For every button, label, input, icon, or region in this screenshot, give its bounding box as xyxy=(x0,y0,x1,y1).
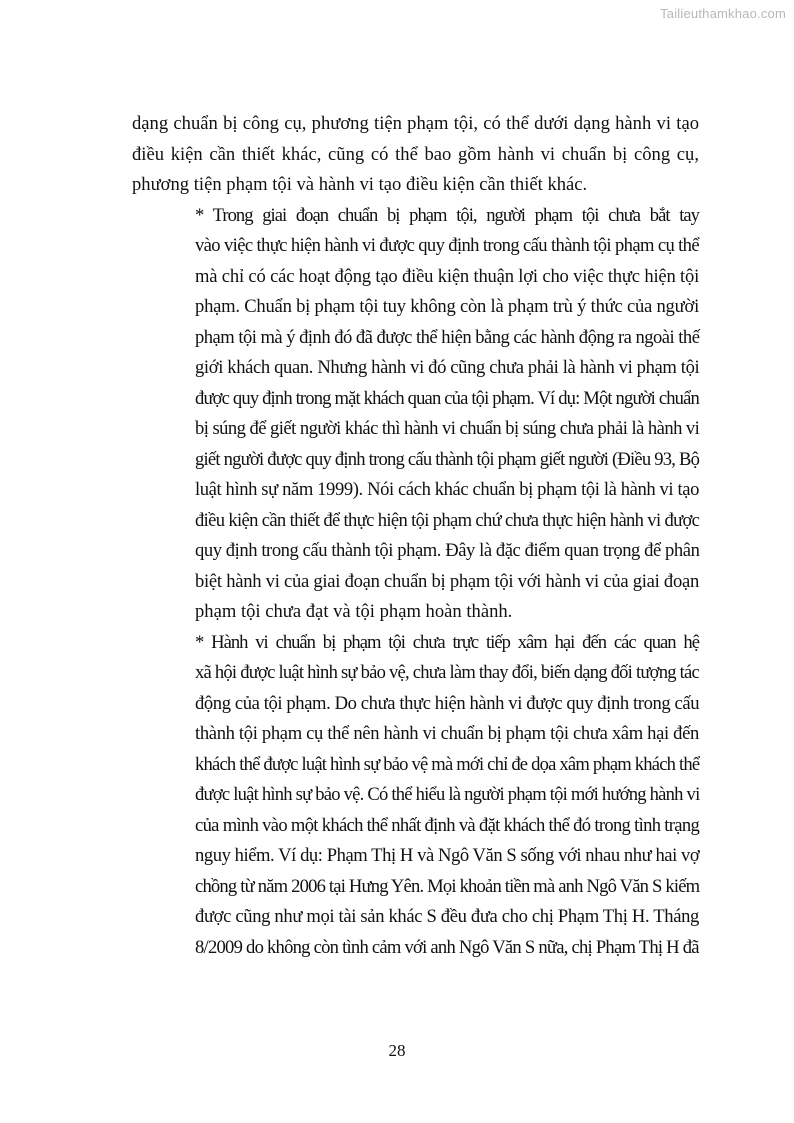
text-line: vào việc thực hiện hành vi được quy định trong cấu thành tội phạm cụ thể xyxy=(195,235,699,256)
text-line: phạm tội mà ý định đó đã được thể hiện bằng các hành động ra ngoài thế xyxy=(195,326,700,348)
text-line: của mình vào một khách thể nhất định và đặt khách thể đó trong tình trạng xyxy=(195,814,700,836)
page-number: 28 xyxy=(388,1041,406,1060)
text-line: dạng chuẩn bị công cụ, phương tiện phạm tội, có thể dưới dạng hành vi tạo xyxy=(132,113,699,134)
text-line: chồng từ năm 2006 tại Hưng Yên. Mọi khoản tiền mà anh Ngô Văn S kiếm xyxy=(195,875,700,897)
watermark: Tailieuthamkhao.com xyxy=(660,6,786,21)
text-line: phương tiện phạm tội và hành vi tạo điều kiện cần thiết khác. xyxy=(132,174,588,195)
text-line: bị súng để giết người khác thì hành vi chuẩn bị súng chưa phải là hành vi xyxy=(195,418,700,439)
text-line: giết người được quy định trong cấu thành tội phạm giết người (Điều 93, Bộ xyxy=(195,448,700,470)
text-line: được quy định trong mặt khách quan của tội phạm. Ví dụ: Một người chuẩn xyxy=(195,387,699,409)
text-line: giới khách quan. Nhưng hành vi đó cũng chưa phải là hành vi phạm tội xyxy=(195,357,700,378)
text-line: mà chỉ có các hoạt động tạo điều kiện thuận lợi cho việc thực hiện tội xyxy=(195,265,700,287)
text-line: 8/2009 do không còn tình cảm với anh Ngô Văn S nữa, chị Phạm Thị H đã xyxy=(195,936,699,958)
text-line: nguy hiểm. Ví dụ: Phạm Thị H và Ngô Văn S sống với nhau như hai vợ xyxy=(195,845,700,866)
text-line: thành tội phạm cụ thể nên hành vi chuẩn bị phạm tội chưa xâm hại đến xyxy=(195,723,699,744)
text-line: quy định trong cấu thành tội phạm. Đây là đặc điểm quan trọng để phân xyxy=(195,540,700,561)
text-line: được luật hình sự bảo vệ. Có thể hiểu là người phạm tội mới hướng hành vi xyxy=(195,784,700,805)
text-line: biệt hành vi của giai đoạn chuẩn bị phạm tội với hành vi của giai đoạn xyxy=(195,570,699,592)
paragraph xyxy=(132,109,699,201)
text-line: điều kiện cần thiết để thực hiện tội phạm chứ chưa thực hiện hành vi được xyxy=(195,509,700,531)
text-line: điều kiện cần thiết khác, cũng có thể bao gồm hành vi chuẩn bị công cụ, xyxy=(132,143,699,165)
paragraph xyxy=(132,628,699,964)
text-line: * Trong giai đoạn chuẩn bị phạm tội, người phạm tội chưa bắt tay xyxy=(195,204,699,226)
text-line: * Hành vi chuẩn bị phạm tội chưa trực tiếp xâm hại đến các quan hệ xyxy=(195,631,699,653)
paragraph xyxy=(132,201,699,628)
text-line: khách thể được luật hình sự bảo vệ mà mới chỉ đe dọa xâm phạm khách thể xyxy=(195,753,700,775)
text-line: luật hình sự năm 1999). Nói cách khác chuẩn bị phạm tội là hành vi tạo xyxy=(195,479,699,500)
document-body xyxy=(132,109,699,963)
text-line: động của tội phạm. Do chưa thực hiện hành vi được quy định trong cấu xyxy=(195,692,700,714)
text-line: xã hội được luật hình sự bảo vệ, chưa làm thay đổi, biến dạng đối tượng tác xyxy=(195,662,699,683)
text-line: phạm. Chuẩn bị phạm tội tuy không còn là phạm trù ý thức của người xyxy=(195,296,700,317)
text-line: được cũng như mọi tài sản khác S đều đưa cho chị Phạm Thị H. Tháng xyxy=(195,906,699,927)
text-line: phạm tội chưa đạt và tội phạm hoàn thành. xyxy=(195,601,513,622)
